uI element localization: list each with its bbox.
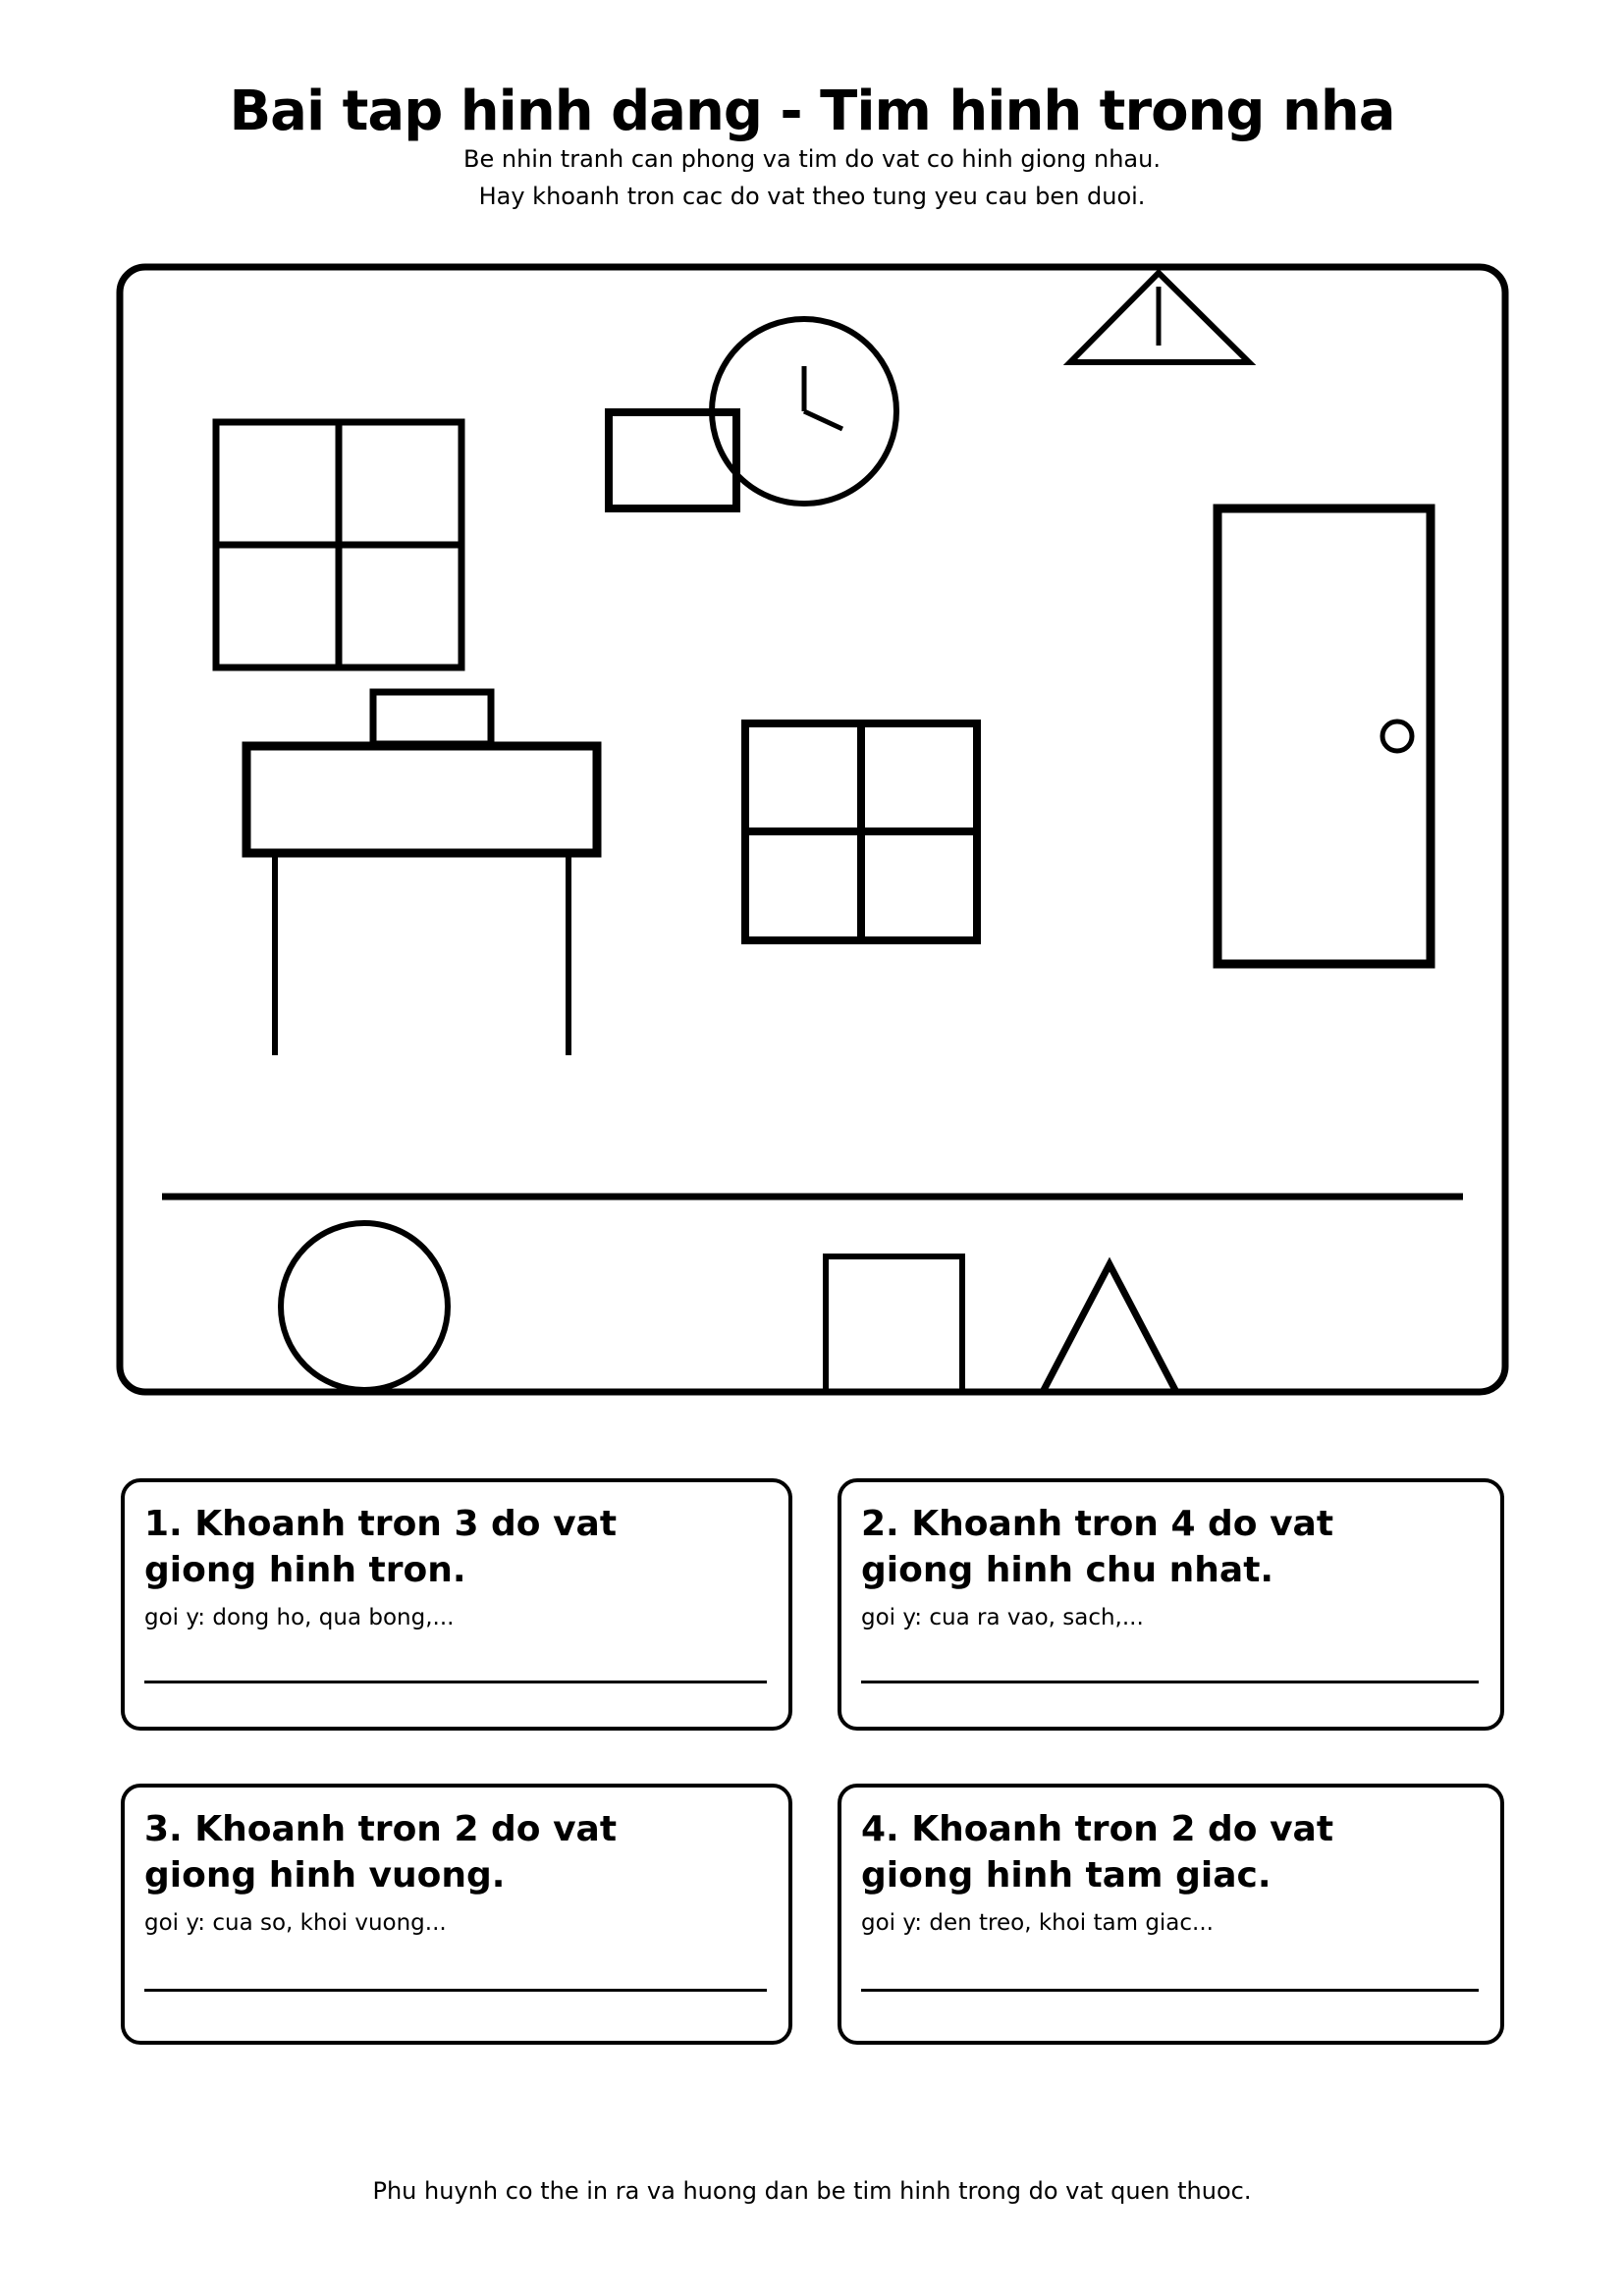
task-box-3: [121, 1784, 792, 2045]
task-box-4: [838, 1784, 1504, 2045]
task-box-1: [121, 1478, 792, 1731]
task-4-answer-line: [861, 1989, 1479, 1992]
task-1-heading: 1. Khoanh tron 3 do vat giong hinh tron.: [144, 1504, 618, 1590]
page-title: Bai tap hinh dang - Tim hinh trong nha: [229, 80, 1395, 143]
task-box-2: [838, 1478, 1504, 1731]
door: [1382, 721, 1412, 751]
wall-clock: [804, 411, 842, 429]
hanging-lamp: [1070, 273, 1249, 362]
instruction-line-1: Be nhin tranh can phong va tim do vat co hinh giong nhau.: [463, 145, 1161, 173]
task-1-hint: goi y: dong ho, qua bong,...: [144, 1604, 455, 1630]
task-2-hint: goi y: cua ra vao, sach,...: [861, 1604, 1144, 1630]
block-triangle: [1043, 1264, 1176, 1392]
window-left: [216, 422, 461, 667]
task-3-answer-line: [144, 1989, 767, 1992]
task-3-heading: 3. Khoanh tron 2 do vat giong hinh vuong.: [144, 1809, 618, 1896]
task-4-hint: goi y: den treo, khoi tam giac...: [861, 1909, 1214, 1936]
instruction-line-2: Hay khoanh tron cac do vat theo tung yeu cau ben duoi.: [478, 183, 1146, 210]
footer-note: Phu huynh co the in ra va huong dan be tim hinh trong do vat quen thuoc.: [372, 2177, 1252, 2205]
window-right: [745, 723, 977, 940]
table: [246, 746, 597, 853]
task-3-hint: goi y: cua so, khoi vuong...: [144, 1909, 447, 1936]
block-square: [826, 1256, 962, 1392]
book-on-table: [373, 692, 491, 744]
task-2-heading: 2. Khoanh tron 4 do vat giong hinh chu nhat.: [861, 1504, 1334, 1590]
task-4-heading: 4. Khoanh tron 2 do vat giong hinh tam giac.: [861, 1809, 1334, 1896]
room-border: [120, 267, 1505, 1392]
task-1-answer-line: [144, 1681, 767, 1683]
picture-frame: [609, 412, 736, 508]
task-2-answer-line: [861, 1681, 1479, 1683]
door: [1218, 508, 1431, 964]
ball: [281, 1223, 448, 1390]
wall-clock: [712, 319, 896, 504]
